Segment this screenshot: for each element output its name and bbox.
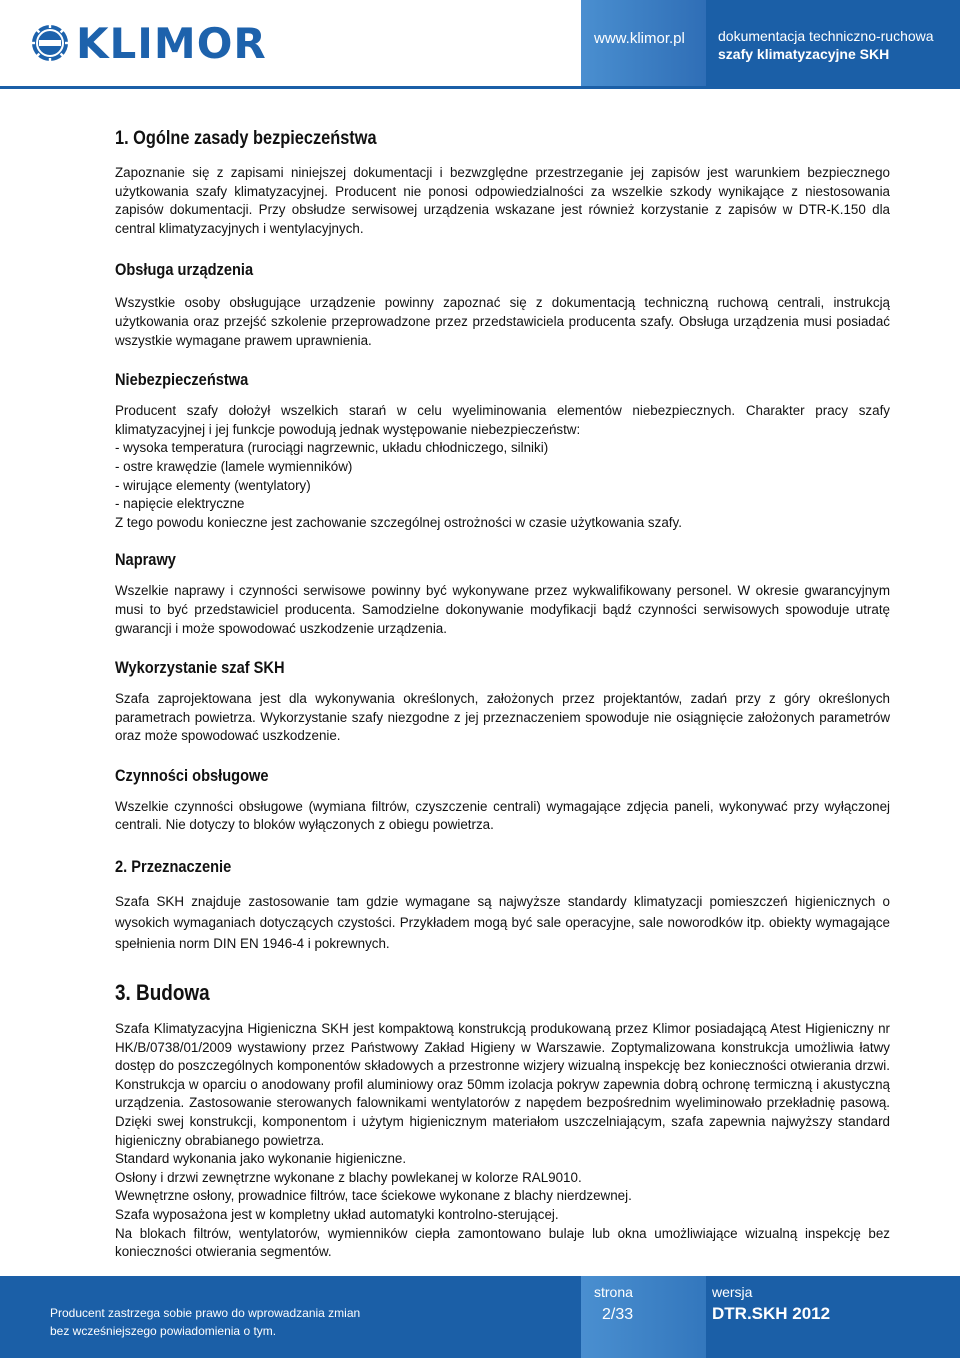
section-title-purpose: 2. Przeznaczenie (115, 857, 232, 877)
header-divider (0, 86, 960, 89)
section-text-construction-end: Na blokach filtrów, wentylatorów, wymienników ciepła zamontowano bulaje lub okna umożliwiające wizualną inspekcję bez konieczności otwierania segmentów. (115, 1225, 890, 1260)
section-title-usage: Wykorzystanie szaf SKH (115, 658, 285, 678)
hazard-list (115, 439, 890, 513)
section-title-construction: 3. Budowa (115, 980, 210, 1006)
product-name: szafy klimatyzacyjne SKH (718, 46, 890, 62)
section-title-repairs: Naprawy (115, 550, 176, 570)
website-link[interactable]: www.klimor.pl (594, 30, 685, 47)
logo-wordmark: KLIMOR (76, 18, 267, 68)
section-text-hazards-end: Z tego powodu konieczne jest zachowanie szczególnej ostrożności w czasie użytkowania szafy. (115, 514, 682, 530)
version-label: wersja (712, 1284, 753, 1300)
page-number: 2/33 (602, 1306, 634, 1323)
list-item: Szafa wyposażona jest w kompletny układ automatyki kontrolno-sterującej. (115, 1207, 559, 1222)
list-item: Wewnętrzne osłony, prowadnice filtrów, tace ściekowe wykonane z blachy nierdzewnej. (115, 1188, 632, 1204)
list-item: - napięcie elektryczne (115, 496, 245, 512)
section-title-operation: Obsługa urządzenia (115, 260, 254, 280)
section-text-repairs: Wszelkie naprawy i czynności serwisowe powinny być wykonywane przez wykwalifikowany personel. W okresie gwarancyjnym musi to być przedstawiciel producenta. Samodzielne dokonywanie modyfikacji bądź czynności serwisowych spowoduje utratę gwarancji i może spowodować uszkodzenie urządzenia. (115, 583, 890, 636)
list-item: - wirujące elementy (wentylatory) (115, 477, 311, 493)
klimor-logo-icon (30, 23, 70, 63)
construction-list (115, 1150, 890, 1224)
section-text-hazards: Producent szafy dołożył wszelkich starań w celu wyeliminowania elementów niebezpiecznych. Charakter pracy szafy klimatyzacyjnej i jej funkcje powodują jednak występowanie niebezpieczeństw: (115, 403, 890, 437)
section-text-maintenance: Wszelkie czynności obsługowe (wymiana filtrów, czyszczenie centrali) wymagające zdjęcia paneli, wykonywać przy wyłączonej centrali. Nie dotyczy to bloków wyłączonych z obiegu powietrza. (115, 798, 890, 833)
page-header (0, 0, 960, 86)
company-logo (30, 18, 267, 68)
document-body (115, 120, 890, 1262)
page-label: strona (594, 1284, 633, 1300)
list-item: Standard wykonania jako wykonanie higieniczne. (115, 1151, 407, 1167)
footer-notice-line1: Producent zastrzega sobie prawo do wprowadzania zmian (50, 1306, 361, 1320)
section-title-safety: 1. Ogólne zasady bezpieczeństwa (115, 128, 377, 149)
version-number: DTR.SKH 2012 (712, 1304, 831, 1323)
section-text-purpose: Szafa SKH znajduje zastosowanie tam gdzie wymagane są najwyższe standardy klimatyzacji pomieszczeń higienicznych o wysokich wymaganiach dotyczących czystości. Przykładem mogą być sale operacyjne, sale noworodków itp. obiekty wymagające spełnienia norm DIN EN 1946-4 i pokrewnych. (115, 894, 890, 952)
section-title-hazards: Niebezpieczeństwa (115, 370, 249, 390)
footer-notice-line2: bez wcześniejszego powiadomienia o tym. (50, 1324, 277, 1338)
section-text-usage: Szafa zaprojektowana jest dla wykonywania określonych, założonych przez projektantów, zadań przy z góry określonych parametrach powietrza. Wykorzystanie szafy niezgodne z jej przeznaczeniem spowoduje nie osiągnięcie założonych parametrów oraz może spowodować uszkodzenie. (115, 691, 890, 744)
list-item: Osłony i drzwi zewnętrzne wykonane z blachy powlekanej w kolorze RAL9010. (115, 1169, 582, 1185)
section-text-safety: Zapoznanie się z zapisami niniejszej dokumentacji i bezwzględne przestrzeganie jej zapisów jest warunkiem bezpiecznego użytkowania szafy klimatyzacyjnej. Producent nie ponosi odpowiedzialności za wszelkie szkody wynikające z niestosowania zapisów dokumentacji. Przy obsłudze serwisowej urządzenia wskazane jest również korzystanie z zapisów w DTR-K.150 dla central klimatyzacyjnych i wentylacyjnych. (115, 165, 890, 236)
section-title-maintenance: Czynności obsługowe (115, 765, 269, 785)
list-item: - ostre krawędzie (lamele wymienników) (115, 458, 353, 474)
page-footer (0, 1276, 960, 1358)
section-text-operation: Wszystkie osoby obsługujące urządzenie powinny zapoznać się z dokumentacją techniczną ruchową centrali, instrukcją użytkowania oraz przejść szkolenie przeprowadzone przez przedstawiciela producenta szafy. Obsługa urządzenia musi posiadać wszystkie wymagane prawem uprawnienia. (115, 295, 890, 348)
document-type: dokumentacja techniczno-ruchowa (718, 28, 934, 44)
list-item: - wysoka temperatura (rurociągi nagrzewnic, układu chłodniczego, silniki) (115, 440, 549, 456)
section-text-construction: Szafa Klimatyzacyjna Higieniczna SKH jest kompaktową konstrukcją produkowaną przez Klimor posiadającą Atest Higieniczny nr HK/B/0738/01/2009 wystawiony przez Państwowy Zakład Higieny w Warszawie. Zoptymalizowana konstrukcja umożliwia łatwy dostęp do poszczególnych komponentów składowych a przestronne wizjery wizualną inspekcję bez konieczności otwierania drzwi. Konstrukcja w oparciu o anodowany profil aluminiowy oraz 50mm izolacja pokryw zapewnia dobrą ochronę termiczną i akustyczną urządzenia. Zastosowanie sterowanych falownikami wentylatorów z napędem bezpośrednim wyeliminowało przekładnię pasową. Dzięki swej konstrukcji, komponentom i użytym higienicznym materiałom uszczelniającym, szafa zapewnia najwyższy standard higieniczny obrabianego powietrza. (115, 1021, 890, 1148)
